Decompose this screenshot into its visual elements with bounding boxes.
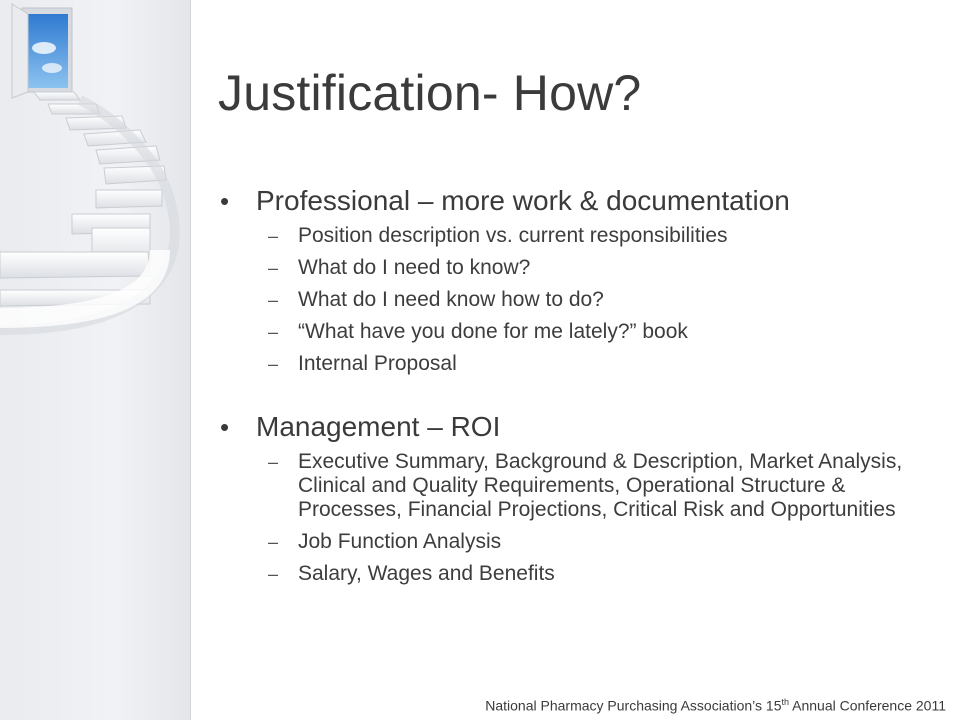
sub-bullet [218, 352, 938, 376]
dash-icon: – [268, 258, 279, 278]
sub-bullet-text: Executive Summary, Background & Description, Market Analysis, Clinical and Quality Requirements, Operational Structure & Processes, Financial Projections, Critical Risk and Opportunities [298, 450, 903, 521]
dash-icon: – [268, 354, 279, 374]
sub-bullet [218, 450, 938, 522]
staircase-to-sky-door-image [0, 0, 191, 720]
footer-text-end: Annual Conference 2011 [789, 698, 946, 714]
dash-icon: – [268, 290, 279, 310]
sub-bullet-text: “What have you done for me lately?” book [298, 320, 688, 343]
sub-bullet [218, 530, 938, 554]
bullet-heading-text: Management – ROI [256, 411, 501, 442]
sub-bullet [218, 320, 938, 344]
dash-icon: – [268, 226, 279, 246]
conference-footer [485, 697, 946, 714]
dash-icon: – [268, 452, 279, 472]
section-management [218, 410, 938, 586]
dash-icon: – [268, 564, 279, 584]
slide-title: Justification- How? [218, 65, 642, 121]
sub-bullet-list [218, 450, 938, 586]
staircase-illustration [0, 0, 190, 720]
sub-bullet-text: What do I need know how to do? [298, 288, 604, 311]
bullet-heading [218, 184, 938, 218]
sub-bullet-text: Job Function Analysis [298, 530, 502, 553]
sub-bullet-text: Salary, Wages and Benefits [298, 562, 555, 585]
sub-bullet [218, 224, 938, 248]
footer-text-start: National Pharmacy Purchasing Association’s 15 [485, 698, 782, 714]
sub-bullet-list [218, 224, 938, 376]
bullet-heading [218, 410, 938, 444]
sub-bullet-text: What do I need to know? [298, 256, 531, 279]
bullet-icon: • [220, 186, 230, 216]
sub-bullet [218, 256, 938, 280]
sub-bullet-text: Position description vs. current responsibilities [298, 224, 728, 247]
bullet-list [218, 184, 938, 594]
footer-superscript: th [781, 697, 790, 708]
sub-bullet [218, 562, 938, 586]
sub-bullet-text: Internal Proposal [298, 352, 457, 375]
sub-bullet [218, 288, 938, 312]
bullet-icon: • [220, 412, 230, 442]
section-professional [218, 184, 938, 376]
dash-icon: – [268, 532, 279, 552]
bullet-heading-text: Professional – more work & documentation [256, 185, 790, 216]
dash-icon: – [268, 322, 279, 342]
